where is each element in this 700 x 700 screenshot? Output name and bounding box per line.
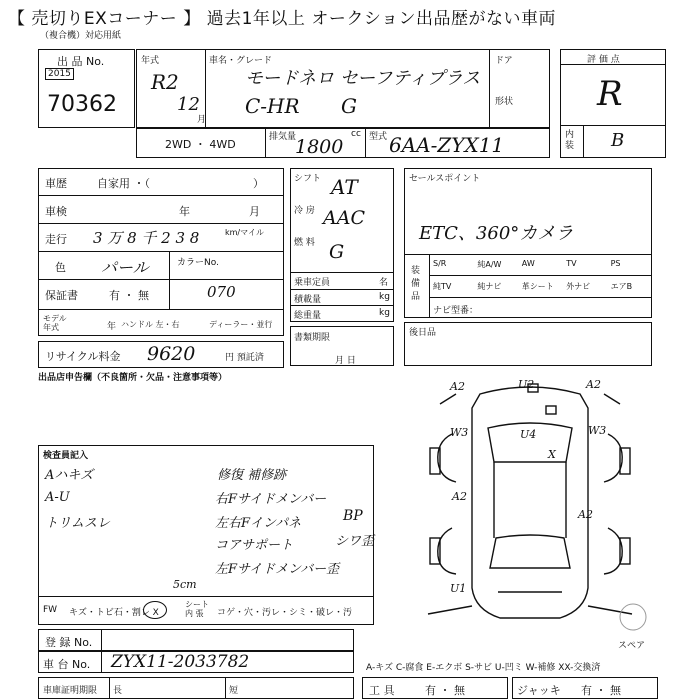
capacity-label: 乗車定員 [294, 278, 331, 288]
equip-item: AW [521, 259, 535, 268]
fuel-label: 燃 料 [294, 238, 315, 248]
color-no-label: カラーNo. [177, 258, 219, 268]
fuel-value: G [329, 241, 345, 263]
year-era: R2 [151, 70, 179, 94]
ac-label: 冷 房 [294, 206, 315, 216]
shaken-label: 車検 [45, 205, 67, 218]
fw-items2: コゲ・穴・汚レ・シミ・破レ・汚 [217, 608, 353, 618]
banner-title: 【 売切りEXコーナー 】 過去1年以上 オークション出品歴がない車両 [8, 9, 556, 29]
mark-u1-bl: U1 [450, 582, 467, 595]
jack-value: 有 ・ 無 [581, 684, 621, 697]
recycle-label: リサイクル料金 [45, 350, 121, 363]
equip-item: 外ナビ [566, 282, 591, 291]
inspector-left-0: Aハキズ [45, 468, 94, 483]
displacement-label: 排気量 [269, 132, 297, 142]
mark-x: X [548, 448, 556, 461]
mark-u4: U4 [520, 428, 537, 441]
docs-label: 書類期限 [294, 333, 331, 343]
model-year-label: モデル 年式 [43, 314, 67, 332]
drive-options: 2WD ・ 4WD [165, 138, 236, 151]
year-label: 年式 [141, 56, 160, 66]
model-year-unit: 年 [107, 322, 117, 332]
inspector-right-4: 左Fサイドメンバー歪 [215, 562, 340, 577]
shift-label: シフト [294, 174, 322, 184]
damage-legend: A-キズ C-腐食 E-エクボ S-サビ U-凹ミ W-補修 XX-交換済 [366, 663, 601, 673]
mark-u2-top: U2 [518, 378, 535, 391]
report-label: 出品店申告欄（不良箇所・欠品・注意事項等） [38, 373, 228, 383]
equip-label: 装 備 品 [411, 266, 421, 302]
color-value: パール [101, 258, 149, 277]
displacement-unit: cc [351, 129, 361, 139]
tools-row [362, 677, 508, 699]
load-unit: kg [379, 292, 390, 302]
mileage-value: 3 万 8 千 2 3 8 [93, 229, 200, 247]
lot-box [38, 49, 135, 128]
after-box [404, 322, 652, 366]
dealer-label: ディーラー・並行 [209, 320, 273, 329]
sheet-subtitle: （複合機）対応用紙 [40, 31, 122, 41]
inspector-shiwa: シワ歪 [335, 534, 375, 549]
mark-a2-l: A2 [452, 490, 467, 503]
year-month: 12 [177, 94, 200, 115]
fw-items: キズ・トビ石・割レ X [69, 608, 159, 618]
inspector-right-3: コアサポート [215, 538, 294, 553]
reg-label: 登 録 No. [45, 636, 93, 649]
cert-short: 短 [229, 686, 239, 696]
chassis-row [38, 651, 354, 673]
chassis-label: 車 台 No. [43, 658, 91, 671]
chassis-value: ZYX11-2033782 [111, 652, 250, 672]
navi-label: ナビ型番： [433, 306, 479, 316]
lot-number: 70362 [47, 92, 117, 117]
spec-row [136, 127, 550, 158]
mark-a2-r: A2 [578, 508, 593, 521]
model-model: C-HR [245, 94, 300, 118]
recycle-row [38, 341, 284, 368]
model-grade: G [341, 94, 357, 118]
type-label: 型式 [369, 132, 388, 142]
sales-value: ETC、360°カメラ [419, 223, 574, 244]
color-label: 色 [55, 261, 66, 274]
equip-item: 革シート [521, 282, 554, 291]
cert-label: 車庫証明期限 [43, 686, 98, 696]
inspector-5cm: 5cm [173, 578, 197, 591]
equip-item: エアB [610, 282, 633, 291]
equip-item: TV [566, 259, 577, 268]
spare-label: スペア [618, 641, 646, 651]
interior-label: 内装 [565, 130, 575, 151]
history-label: 車歴 [45, 177, 67, 190]
recycle-unit: 円 預託済 [225, 353, 264, 363]
load-label: 積載量 [294, 295, 322, 305]
inspector-right-0: 修復 補修跡 [217, 468, 287, 483]
mileage-units: km/マイル [225, 228, 264, 237]
tools-label: 工 具 [369, 684, 395, 697]
equip-item: 純ナビ [477, 282, 502, 291]
inspector-right-2: 左右Fインパネ [215, 516, 302, 531]
after-label: 後日品 [409, 328, 437, 338]
mark-a2-fl: A2 [450, 380, 465, 393]
mark-w3-l: W3 [450, 426, 469, 439]
ac-value: AAC [323, 207, 365, 229]
mid-detail [290, 168, 394, 322]
cert-row [38, 677, 354, 699]
gross-label: 総重量 [294, 311, 322, 321]
model-name: モードネロ セーフティプラス [245, 68, 481, 89]
warranty-value: 有 ・ 無 [109, 289, 149, 302]
cert-long: 長 [113, 686, 123, 696]
mileage-label: 走行 [45, 233, 67, 246]
shaken-month: 月 [249, 205, 260, 218]
reg-row [38, 629, 354, 651]
inspector-label: 検査員記入 [43, 451, 89, 461]
equip-row1 [429, 254, 651, 276]
equip-item: PS [610, 259, 621, 268]
warranty-label: 保証書 [45, 289, 78, 302]
color-no-value: 070 [207, 283, 236, 301]
car-diagram [410, 378, 650, 628]
history-close: ） [253, 177, 264, 190]
shape-label: 形状 [495, 97, 514, 107]
left-detail [38, 168, 284, 336]
score-box [560, 49, 666, 158]
sales-box [404, 168, 652, 318]
spare-icon [618, 602, 648, 632]
jack-row [512, 677, 658, 699]
type-value: 6AA-ZYX11 [389, 133, 505, 157]
model-label: 車名・グレード [209, 56, 273, 66]
year-month-unit: 月 [197, 115, 207, 125]
inspector-right-1: 右Fサイドメンバー [215, 492, 327, 507]
fw-row [39, 596, 373, 624]
equip-item: S/R [433, 259, 447, 268]
gross-unit: kg [379, 308, 390, 318]
capacity-unit: 名 [379, 278, 389, 288]
docs-unit: 月 日 [335, 356, 356, 366]
lot-label: 出 品 No. [57, 55, 105, 68]
score-label: 評 価 点 [587, 55, 620, 65]
handle-label: ハンドル 左・右 [121, 320, 180, 329]
history-value: 自家用 ・（ [97, 177, 150, 190]
vehicle-box [136, 49, 550, 128]
docs-box [290, 326, 394, 366]
inspector-left-1: A-U [45, 490, 70, 505]
equip-item: 純TV [433, 282, 452, 291]
shift-value: AT [331, 175, 358, 199]
interior-value: B [611, 130, 625, 151]
mark-w3-r: W3 [588, 424, 607, 437]
displacement-value: 1800 [295, 136, 344, 158]
equip-row2 [429, 276, 651, 298]
equip-item: 純A/W [477, 260, 502, 269]
door-label: ドア [495, 56, 513, 66]
shaken-year: 年 [179, 205, 190, 218]
fw-sheet: シート 内 張 [185, 600, 209, 618]
score-value: R [597, 74, 623, 114]
inspector-box [38, 445, 374, 625]
tools-value: 有 ・ 無 [425, 684, 465, 697]
lot-year: 2015 [45, 68, 74, 80]
fw-label: FW [43, 605, 58, 615]
sales-label: セールスポイント [409, 174, 481, 184]
jack-label: ジャッキ [517, 684, 561, 697]
mark-a2-fr: A2 [586, 378, 601, 391]
inspector-bp: BP [343, 508, 363, 524]
recycle-value: 9620 [147, 343, 196, 365]
inspector-left-2: トリムスレ [45, 516, 111, 531]
